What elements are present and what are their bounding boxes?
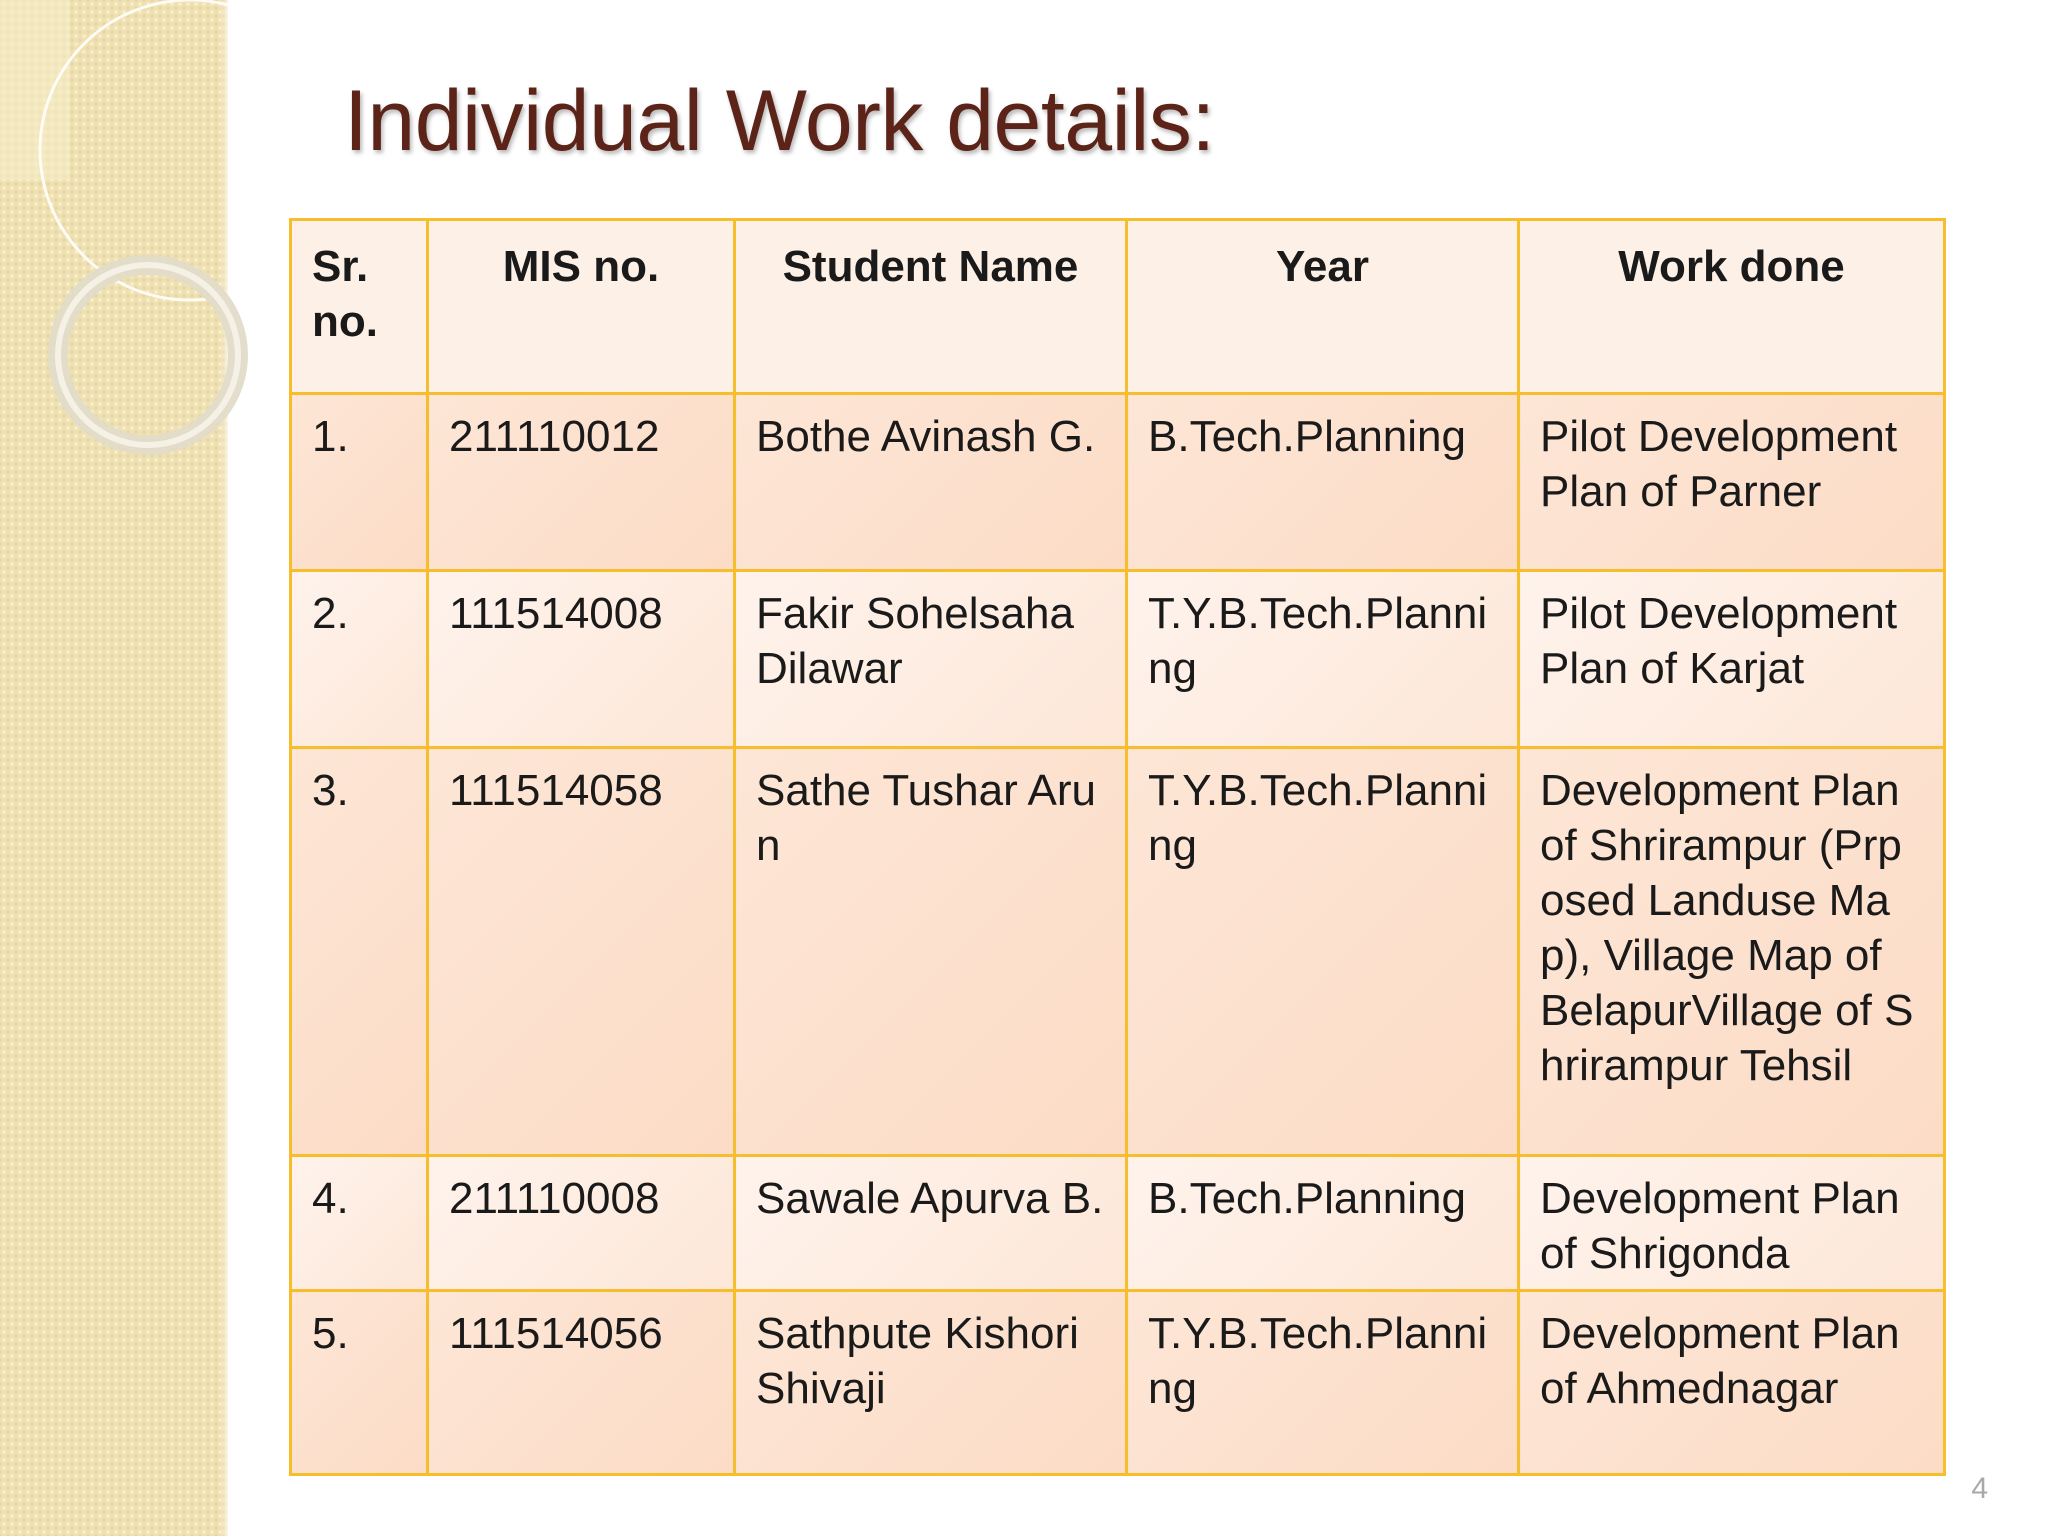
cell-student-name: Sawale Apurva B.	[735, 1156, 1127, 1291]
cell-work-done: Pilot Development Plan of Parner	[1519, 394, 1945, 571]
page-number: 4	[1971, 1472, 1988, 1505]
cell-student-name: Sathpute Kishori Shivaji	[735, 1291, 1127, 1475]
cell-student-name: Sathe Tushar Arun	[735, 748, 1127, 1156]
cell-year: B.Tech.Planning	[1127, 1156, 1519, 1291]
cell-year: T.Y.B.Tech.Planning	[1127, 748, 1519, 1156]
cell-student-name: Fakir Sohelsaha Dilawar	[735, 571, 1127, 748]
table-row	[291, 394, 1945, 571]
cell-work-done: Development Plan of Shrigonda	[1519, 1156, 1945, 1291]
cell-work-done: Development Plan of Shrirampur (Prposed Landuse Map), Village Map of BelapurVillage of Shrirampur Tehsil	[1519, 748, 1945, 1156]
decorative-side-strip	[0, 0, 228, 1536]
cell-year: T.Y.B.Tech.Planning	[1127, 571, 1519, 748]
cell-work-done: Development Plan of Ahmednagar	[1519, 1291, 1945, 1475]
cell-mis-no: 111514058	[428, 748, 735, 1156]
side-strip-edge	[220, 0, 228, 1536]
table-row	[291, 1291, 1945, 1475]
table-row	[291, 748, 1945, 1156]
table-row	[291, 1156, 1945, 1291]
header-sr-no: Sr. no.	[291, 220, 428, 394]
table-row	[291, 571, 1945, 748]
cell-mis-no: 111514008	[428, 571, 735, 748]
cell-mis-no: 211110012	[428, 394, 735, 571]
table-header-row	[291, 220, 1945, 394]
cell-sr-no: 5.	[291, 1291, 428, 1475]
cell-mis-no: 211110008	[428, 1156, 735, 1291]
cell-sr-no: 4.	[291, 1156, 428, 1291]
cell-mis-no: 111514056	[428, 1291, 735, 1475]
cell-year: T.Y.B.Tech.Planning	[1127, 1291, 1519, 1475]
cell-sr-no: 1.	[291, 394, 428, 571]
cell-year: B.Tech.Planning	[1127, 394, 1519, 571]
header-mis-no: MIS no.	[428, 220, 735, 394]
cell-work-done: Pilot Development Plan of Karjat	[1519, 571, 1945, 748]
cell-sr-no: 2.	[291, 571, 428, 748]
header-student-name: Student Name	[735, 220, 1127, 394]
cell-sr-no: 3.	[291, 748, 428, 1156]
cell-student-name: Bothe Avinash G.	[735, 394, 1127, 571]
header-year: Year	[1127, 220, 1519, 394]
work-details-table-container	[289, 218, 1946, 1476]
header-work-done: Work done	[1519, 220, 1945, 394]
work-details-table	[289, 218, 1946, 1476]
slide-title: Individual Work details:	[344, 73, 1215, 169]
